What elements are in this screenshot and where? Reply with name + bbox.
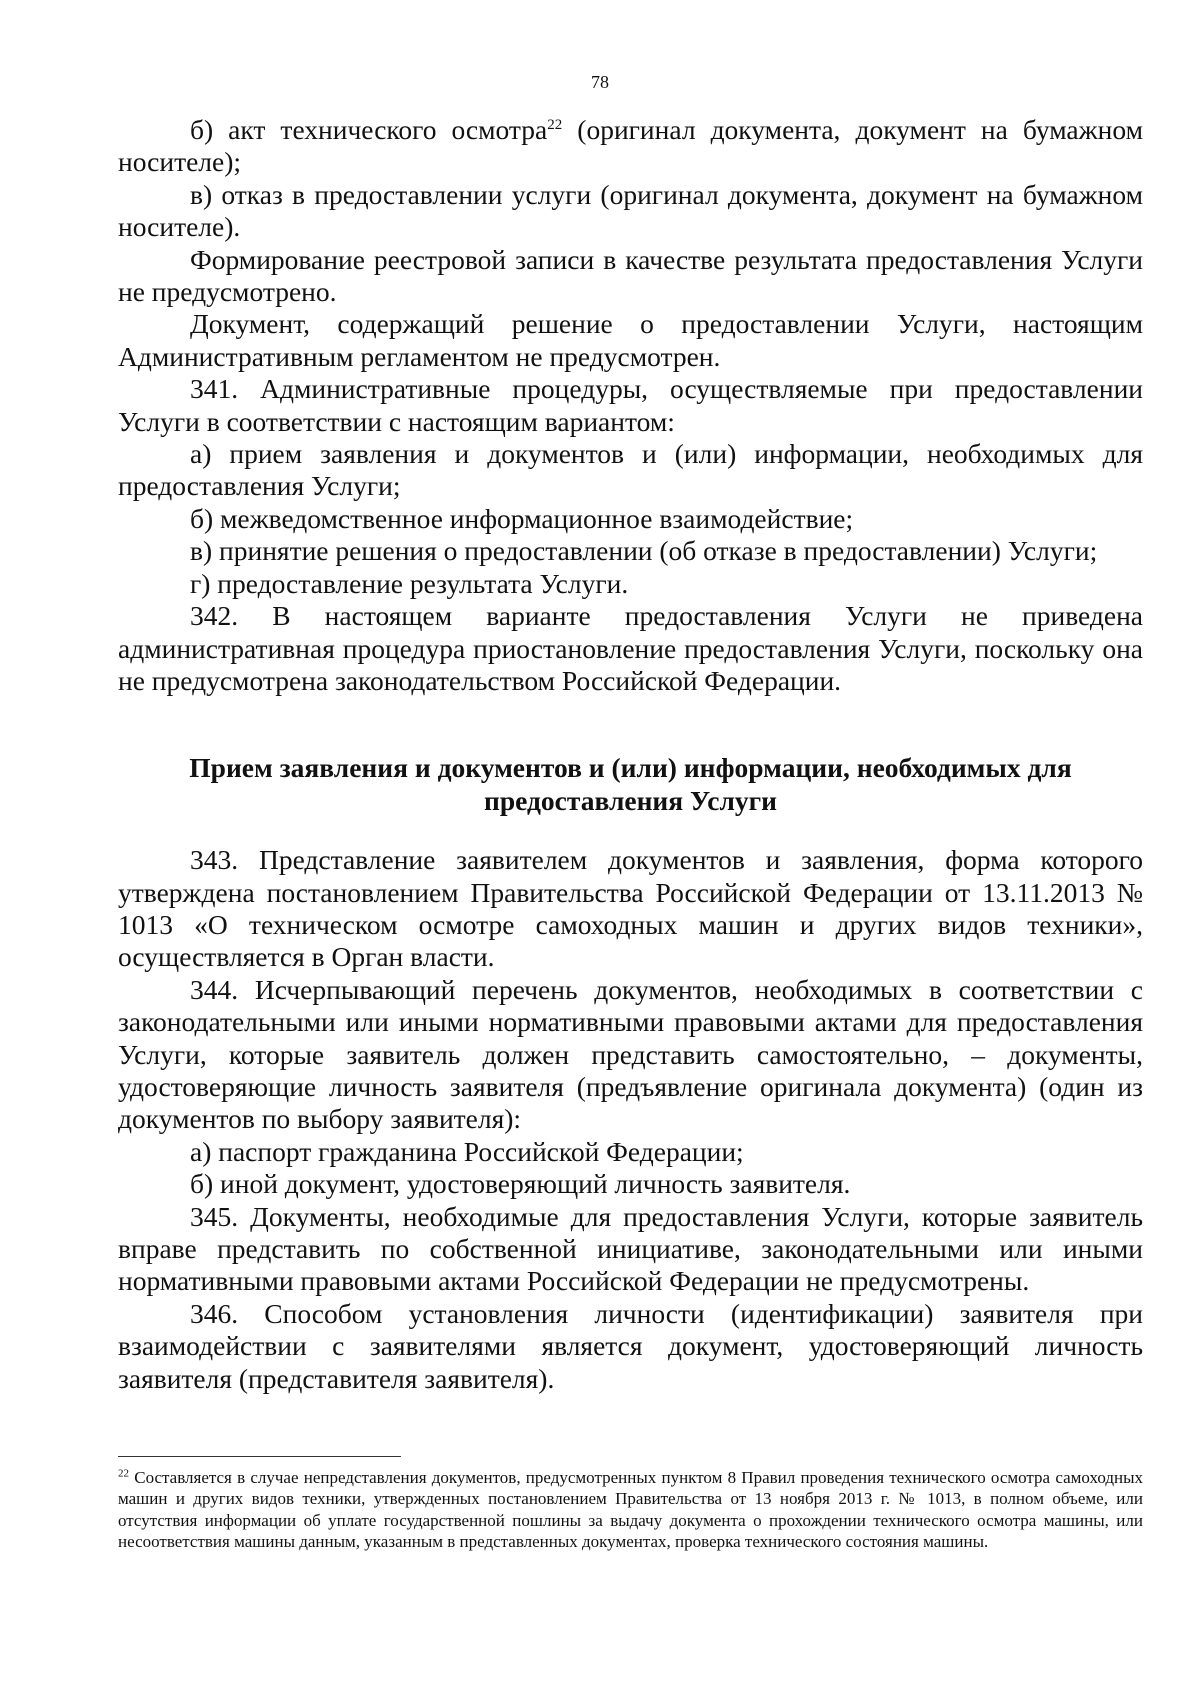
paragraph-v-refusal: в) отказ в предоставлении услуги (оригинал документа, документ на бумажном носителе). [118,178,1143,243]
footnote-separator [118,1456,401,1457]
paragraph-343: 343. Представление заявителем документов и заявления, форма которого утверждена постановлением Правительства Российской Федерации от 13.11.2013 № 1013 «О техническом осмотре самоходных машин и других видов техники», осуществляется в Орган власти. [118,844,1143,973]
paragraph-342: 342. В настоящем варианте предоставления Услуги не приведена административная процедура приостановление предоставления Услуги, поскольку она не предусмотрена законодательством Российской Федерации. [118,600,1143,696]
paragraph-decision-document: Документ, содержащий решение о предоставлении Услуги, настоящим Административным регламентом не предусмотрен. [118,308,1143,372]
paragraph-344: 344. Исчерпывающий перечень документов, необходимых в соответствии с законодательными или иными нормативными правовыми актами для предоставления Услуги, которые заявитель должен представить самостоятельно, – документы, удостоверяющие личность заявителя (предъявление оригинала документа) (один из документов по выбору заявителя): [118,973,1143,1135]
paragraph-344-b: б) иной документ, удостоверяющий личность заявителя. [190,1168,851,1200]
footnote-marker: 22 [118,1467,129,1480]
paragraph-344-a: а) паспорт гражданина Российской Федерации; [190,1135,744,1167]
paragraph-registry-record: Формирование реестровой записи в качестве результата предоставления Услуги не предусмотрено. [118,243,1143,308]
paragraph-346: 346. Способом установления личности (идентификации) заявителя при взаимодействии с заявителями является документ, удостоверяющий личность заявителя (представителя заявителя). [118,1297,1143,1394]
paragraph-text: б) акт технического осмотра [190,114,548,145]
document-body [118,114,1143,1395]
section-heading-line-2: предоставления Услуги [484,784,777,816]
paragraph-341: 341. Административные процедуры, осуществляемые при предоставлении Услуги в соответствии с настоящим вариантом: [118,373,1143,437]
paragraph-341-b: б) межведомственное информационное взаимодействие; [190,502,854,534]
paragraph-341-v: в) принятие решения о предоставлении (об отказе в предоставлении) Услуги; [190,535,1098,567]
section-heading [118,752,1143,817]
paragraph-341-a: а) прием заявления и документов и (или) информации, необходимых для предоставления Услуги; [118,438,1143,502]
paragraph-text: (оригинал документа, документ на бумажном носителе); [118,114,1143,178]
section-heading-line-1: Прием заявления и документов и (или) информации, необходимых для [189,752,1072,784]
footnote-reference: 22 [547,116,563,133]
paragraph-341-g: г) предоставление результата Услуги. [190,567,629,599]
page-number: 78 [591,72,609,92]
footnote-text: Составляется в случае непредставления документов, предусмотренных пунктом 8 Правил проведения технического осмотра самоходных машин и других видов техники, утвержденных постановлением Правительства от 13 ноября 2013 г. № 1013, в полном объеме, или отсутствия информации об уплате государственной пошлины за выдачу документа о прохождении технического осмотра машины, или несоответствия машины данным, указанным в представленных документах, проверка технического состояния машины. [118,1468,1143,1552]
footnote [118,1467,1143,1553]
paragraph-345: 345. Документы, необходимые для предоставления Услуги, которые заявитель вправе представить по собственной инициативе, законодательными или иными нормативными правовыми актами Российской Федерации не предусмотрены. [118,1200,1143,1297]
paragraph-b-inspection-act [118,114,1143,179]
